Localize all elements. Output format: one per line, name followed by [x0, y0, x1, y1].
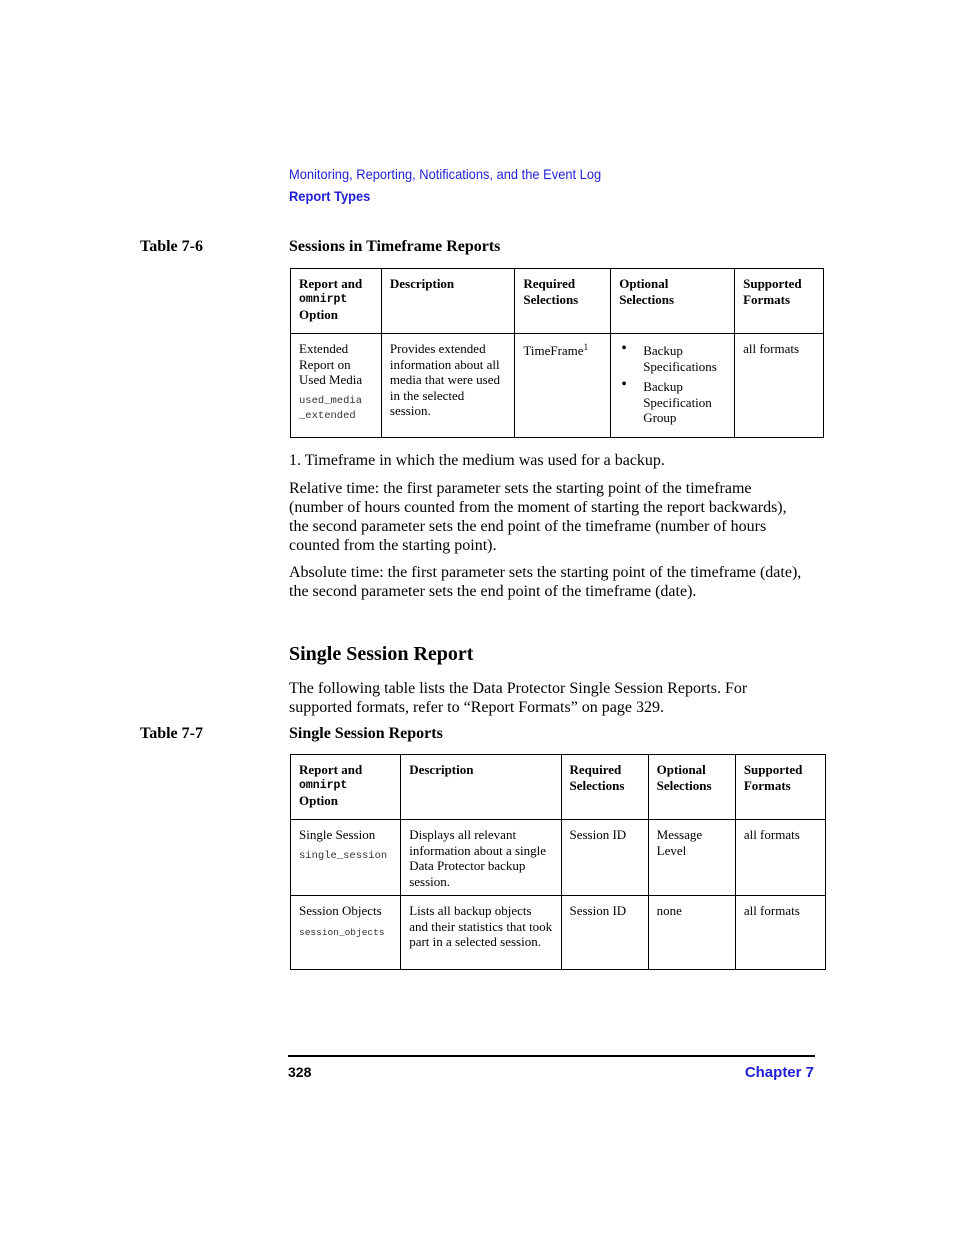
col-header-description: Description: [401, 755, 561, 820]
required-value: TimeFrame: [523, 343, 584, 358]
option-name: Single Session: [299, 827, 376, 842]
option-name: Session Objects: [299, 903, 382, 918]
cell-formats: all formats: [735, 334, 824, 438]
table-number: Table 7-7: [140, 725, 203, 742]
paragraph-absolute-time: Absolute time: the first parameter sets the starting point of the timeframe (date), the second parameter sets the end point of the timeframe (date).: [289, 564, 802, 600]
cell-option: [291, 896, 401, 970]
col-header-formats: Supported Formats: [735, 755, 825, 820]
running-header-subsection: Report Types: [289, 188, 371, 204]
cell-required: [515, 334, 611, 438]
table-footnote: 1. Timeframe in which the medium was used for a backup.: [289, 452, 665, 469]
running-header-section: Monitoring, Reporting, Notifications, and the Event Log: [289, 166, 602, 182]
table-row: [291, 334, 824, 438]
cell-required: Session ID: [561, 896, 648, 970]
footer-rule: [288, 1055, 815, 1057]
option-code-line: _extended: [299, 410, 356, 422]
col-header-required: Required Selections: [515, 269, 611, 334]
cell-formats: all formats: [735, 820, 825, 896]
cell-description: Displays all relevant information about a single Data Protector backup session.: [401, 820, 561, 896]
cell-description: Lists all backup objects and their statistics that took part in a selected session.: [401, 896, 561, 970]
footnote-marker: 1: [583, 342, 589, 352]
col-header-description: Description: [381, 269, 514, 334]
table-title: Single Session Reports: [289, 725, 443, 742]
col-header-report-option: [291, 269, 382, 334]
optional-list: [619, 343, 726, 426]
col-header-required: Required Selections: [561, 755, 648, 820]
col-header-optional: Optional Selections: [611, 269, 735, 334]
table-header-row: [291, 755, 826, 820]
header-text: Option: [299, 793, 339, 808]
option-code: [299, 394, 373, 425]
paragraph-relative-time: Relative time: the first parameter sets the starting point of the timeframe (number of hours counted from the moment of starting the report backwards), the second parameter sets the end point of the timeframe (number of hours counted from the starting point).: [289, 480, 787, 554]
table-row: [291, 896, 826, 970]
cell-formats: all formats: [735, 896, 825, 970]
option-name: Extended Report on Used Media: [299, 341, 363, 387]
header-text: Option: [299, 307, 339, 322]
cell-optional: [611, 334, 735, 438]
header-text: Report and: [299, 762, 363, 777]
option-code: single_session: [299, 849, 388, 862]
option-code: session_objects: [299, 926, 385, 938]
chapter-link[interactable]: Chapter 7: [744, 1064, 814, 1081]
cell-required: Session ID: [561, 820, 648, 896]
col-header-optional: Optional Selections: [648, 755, 735, 820]
cell-description: Provides extended information about all media that were used in the selected session.: [381, 334, 514, 438]
option-code-line: used_media: [299, 394, 363, 407]
col-header-report-option: [291, 755, 401, 820]
section-heading: Single Session Report: [289, 643, 474, 665]
table-number: Table 7-6: [140, 238, 203, 255]
table-row: [291, 820, 826, 896]
cell-option: [291, 334, 382, 438]
cell-optional: Message Level: [648, 820, 735, 896]
header-code: omnirpt: [299, 292, 348, 306]
table-title: Sessions in Timeframe Reports: [289, 238, 501, 255]
page-number: 328: [288, 1064, 312, 1080]
list-item: • Backup Specifications: [619, 343, 726, 374]
table-header-row: [291, 269, 824, 334]
cell-optional: none: [648, 896, 735, 970]
header-text: Report and: [299, 276, 363, 291]
single-session-table: [290, 754, 826, 970]
paragraph-intro: The following table lists the Data Protector Single Session Reports. For supported formats, refer to “Report Formats” on page 329.: [289, 680, 748, 716]
list-item: • Backup Specification Group: [619, 379, 726, 426]
sessions-timeframe-table: [290, 268, 824, 438]
col-header-formats: Supported Formats: [735, 269, 824, 334]
cell-option: [291, 820, 401, 896]
header-code: omnirpt: [299, 778, 348, 792]
